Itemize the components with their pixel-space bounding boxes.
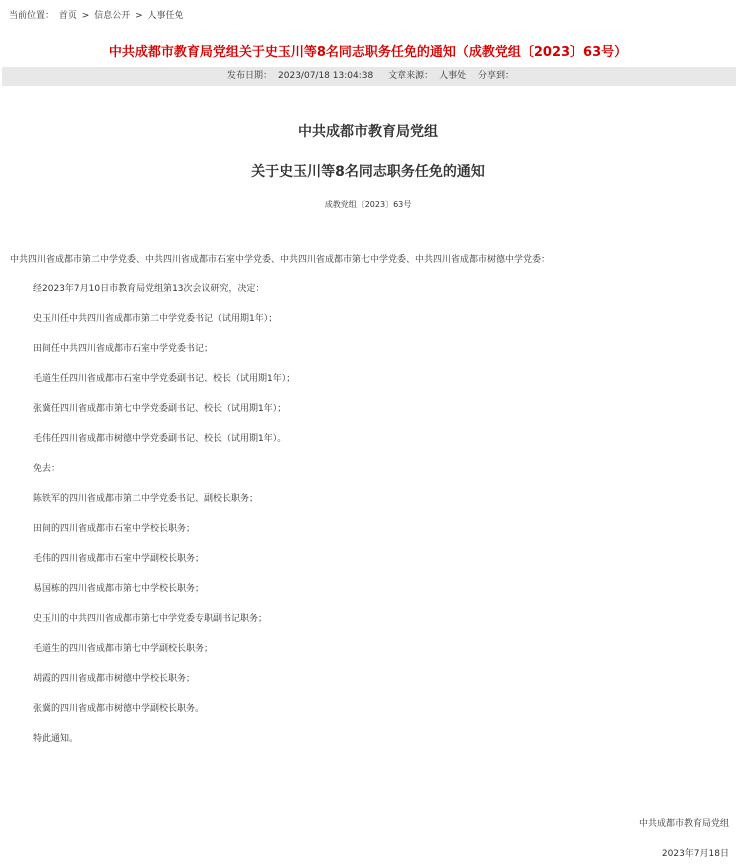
breadcrumb-separator: >: [81, 11, 90, 21]
document-paragraph: 特此通知。: [33, 734, 79, 744]
source-label: 文章来源：: [388, 71, 434, 81]
document-paragraph: 史玉川的中共四川省成都市第七中学党委专职副书记职务；: [33, 614, 268, 624]
document-paragraph: 田间任中共四川省成都市石室中学党委书记；: [33, 344, 214, 354]
document-paragraph: 胡霞的四川省成都市树德中学校长职务；: [33, 674, 196, 684]
document-paragraph: 免去：: [33, 464, 61, 474]
meta-bar: [2, 67, 736, 86]
document-paragraph: 经2023年7月10日市教育局党组第13次会议研究，决定：: [33, 284, 265, 294]
breadcrumb-separator: >: [135, 11, 143, 21]
source-value: 人事处: [439, 71, 467, 81]
document-paragraph: 毛伟的四川省成都市石室中学副校长职务；: [33, 554, 205, 564]
document-addressee: 中共四川省成都市第二中学党委、中共四川省成都市石室中学党委、中共四川省成都市第七中学党委、中共四川省成都市树德中学党委：: [10, 255, 551, 265]
publish-date-label: 发布日期：: [227, 71, 273, 81]
document-body: [33, 283, 723, 763]
document-paragraph: 毛道生的四川省成都市第七中学副校长职务；: [33, 644, 214, 654]
page-title: 中共成都市教育局党组关于史玉川等8名同志职务任免的通知（成教党组〔2023〕63号）: [108, 45, 628, 60]
document-paragraph: 毛伟任四川省成都市树德中学党委副书记、校长（试用期1年）。: [33, 434, 287, 444]
breadcrumb-home-link[interactable]: 首页: [58, 11, 77, 21]
document-date: 2023年7月18日: [661, 849, 729, 859]
document-signer: 中共成都市教育局党组: [638, 819, 729, 829]
breadcrumb-info-link[interactable]: 信息公开: [94, 11, 131, 21]
document-paragraph: 易国栋的四川省成都市第七中学校长职务；: [33, 584, 205, 594]
document-subject-heading: 关于史玉川等8名同志职务任免的通知: [251, 164, 485, 180]
share-label[interactable]: 分享到：: [477, 71, 514, 81]
document-paragraph: 田间的四川省成都市石室中学校长职务；: [33, 524, 196, 534]
breadcrumb-prefix: 当前位置：: [9, 11, 55, 21]
document-number: 成教党组〔2023〕63号: [324, 200, 412, 209]
document-paragraph: 张冀的四川省成都市树德中学副校长职务。: [33, 704, 205, 714]
document-paragraph: 毛道生任四川省成都市石室中学党委副书记、校长（试用期1年）；: [33, 374, 296, 384]
breadcrumb: [9, 8, 184, 21]
document-org-heading: 中共成都市教育局党组: [298, 124, 438, 140]
document-paragraph: 陈铁军的四川省成都市第二中学党委书记、副校长职务；: [33, 494, 259, 504]
breadcrumb-personnel-link[interactable]: 人事任免: [147, 11, 184, 21]
document-paragraph: 史玉川任中共四川省成都市第二中学党委书记（试用期1年）；: [33, 314, 278, 324]
document-paragraph: 张冀任四川省成都市第七中学党委副书记、校长（试用期1年）；: [33, 404, 287, 414]
publish-date-value: 2023/07/18 13:04:38: [278, 71, 374, 81]
